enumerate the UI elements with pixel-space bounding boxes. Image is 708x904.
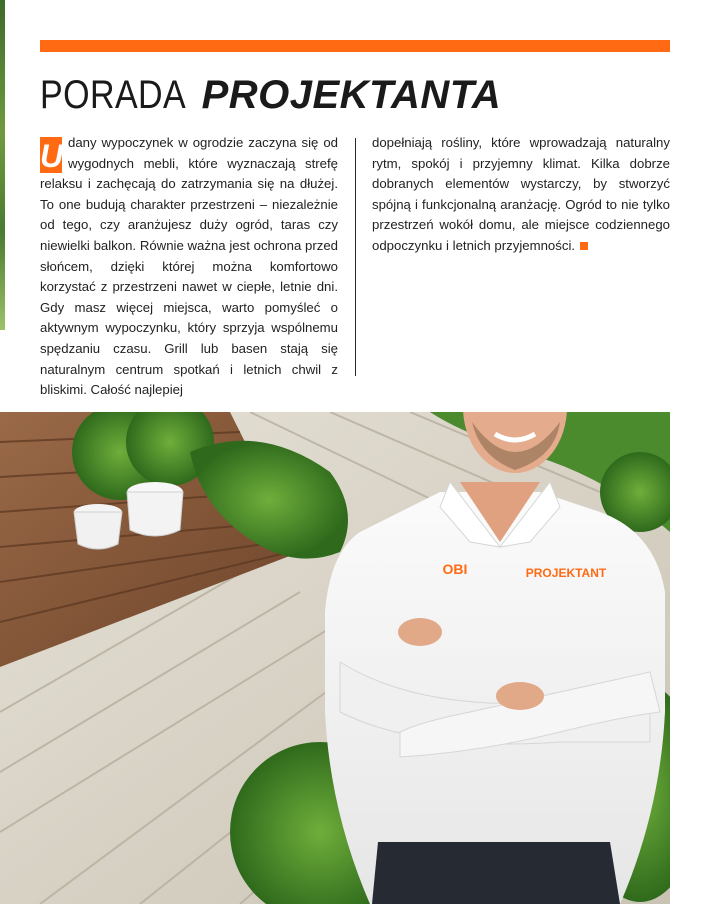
column-divider bbox=[355, 138, 356, 376]
photo-illustration bbox=[0, 412, 670, 904]
article-text-left: dany wypoczynek w ogrodzie zaczyna się od wygodnych mebli, które wyznaczają strefę relaksu i zachęcają do zatrzymania się na dłużej. To one budują charakter przestrzeni – niezależnie od tego, czy aranżujesz duży ogród, taras czy niewielki balkon. Równie ważna jest ochrona przed słońcem, dzięki której można komfortowo korzystać z przestrzeni nawet w ciepłe, letnie dni. Gdy masz więcej miejsca, warto pomyśleć o aktywnym wypoczynku, który sprzyja wspólnemu spędzaniu czasu. Grill lub basen stają się naturalnym centrum spotkań i letnich chwil z bliskimi. Całość najlepiej bbox=[40, 135, 338, 398]
end-mark-icon bbox=[580, 242, 588, 250]
page-title bbox=[40, 72, 501, 118]
article-column-right bbox=[372, 133, 670, 257]
title-bold: PROJEKTANTA bbox=[201, 73, 502, 117]
header-accent-bar bbox=[40, 40, 670, 52]
shirt-badge: PROJEKTANT bbox=[525, 566, 607, 580]
article-text-right: dopełniają rośliny, które wprowadzają naturalny rytm, spokój i przyjemny klimat. Kilka dobrze dobranych elementów wystarczy, by stworzyć spójną i funkcjonalną aranżację. Ogród to nie tylko przestrzeń wokół domu, ale miejsce codziennego odpoczynku i letnich przyjemności. bbox=[372, 135, 670, 253]
foliage-edge-strip bbox=[0, 0, 5, 330]
title-light: PORADA bbox=[40, 73, 187, 117]
designer-photo bbox=[0, 412, 670, 904]
drop-cap: U bbox=[40, 138, 64, 174]
article-column-left bbox=[40, 133, 338, 401]
shirt-logo: OBI bbox=[442, 561, 468, 577]
